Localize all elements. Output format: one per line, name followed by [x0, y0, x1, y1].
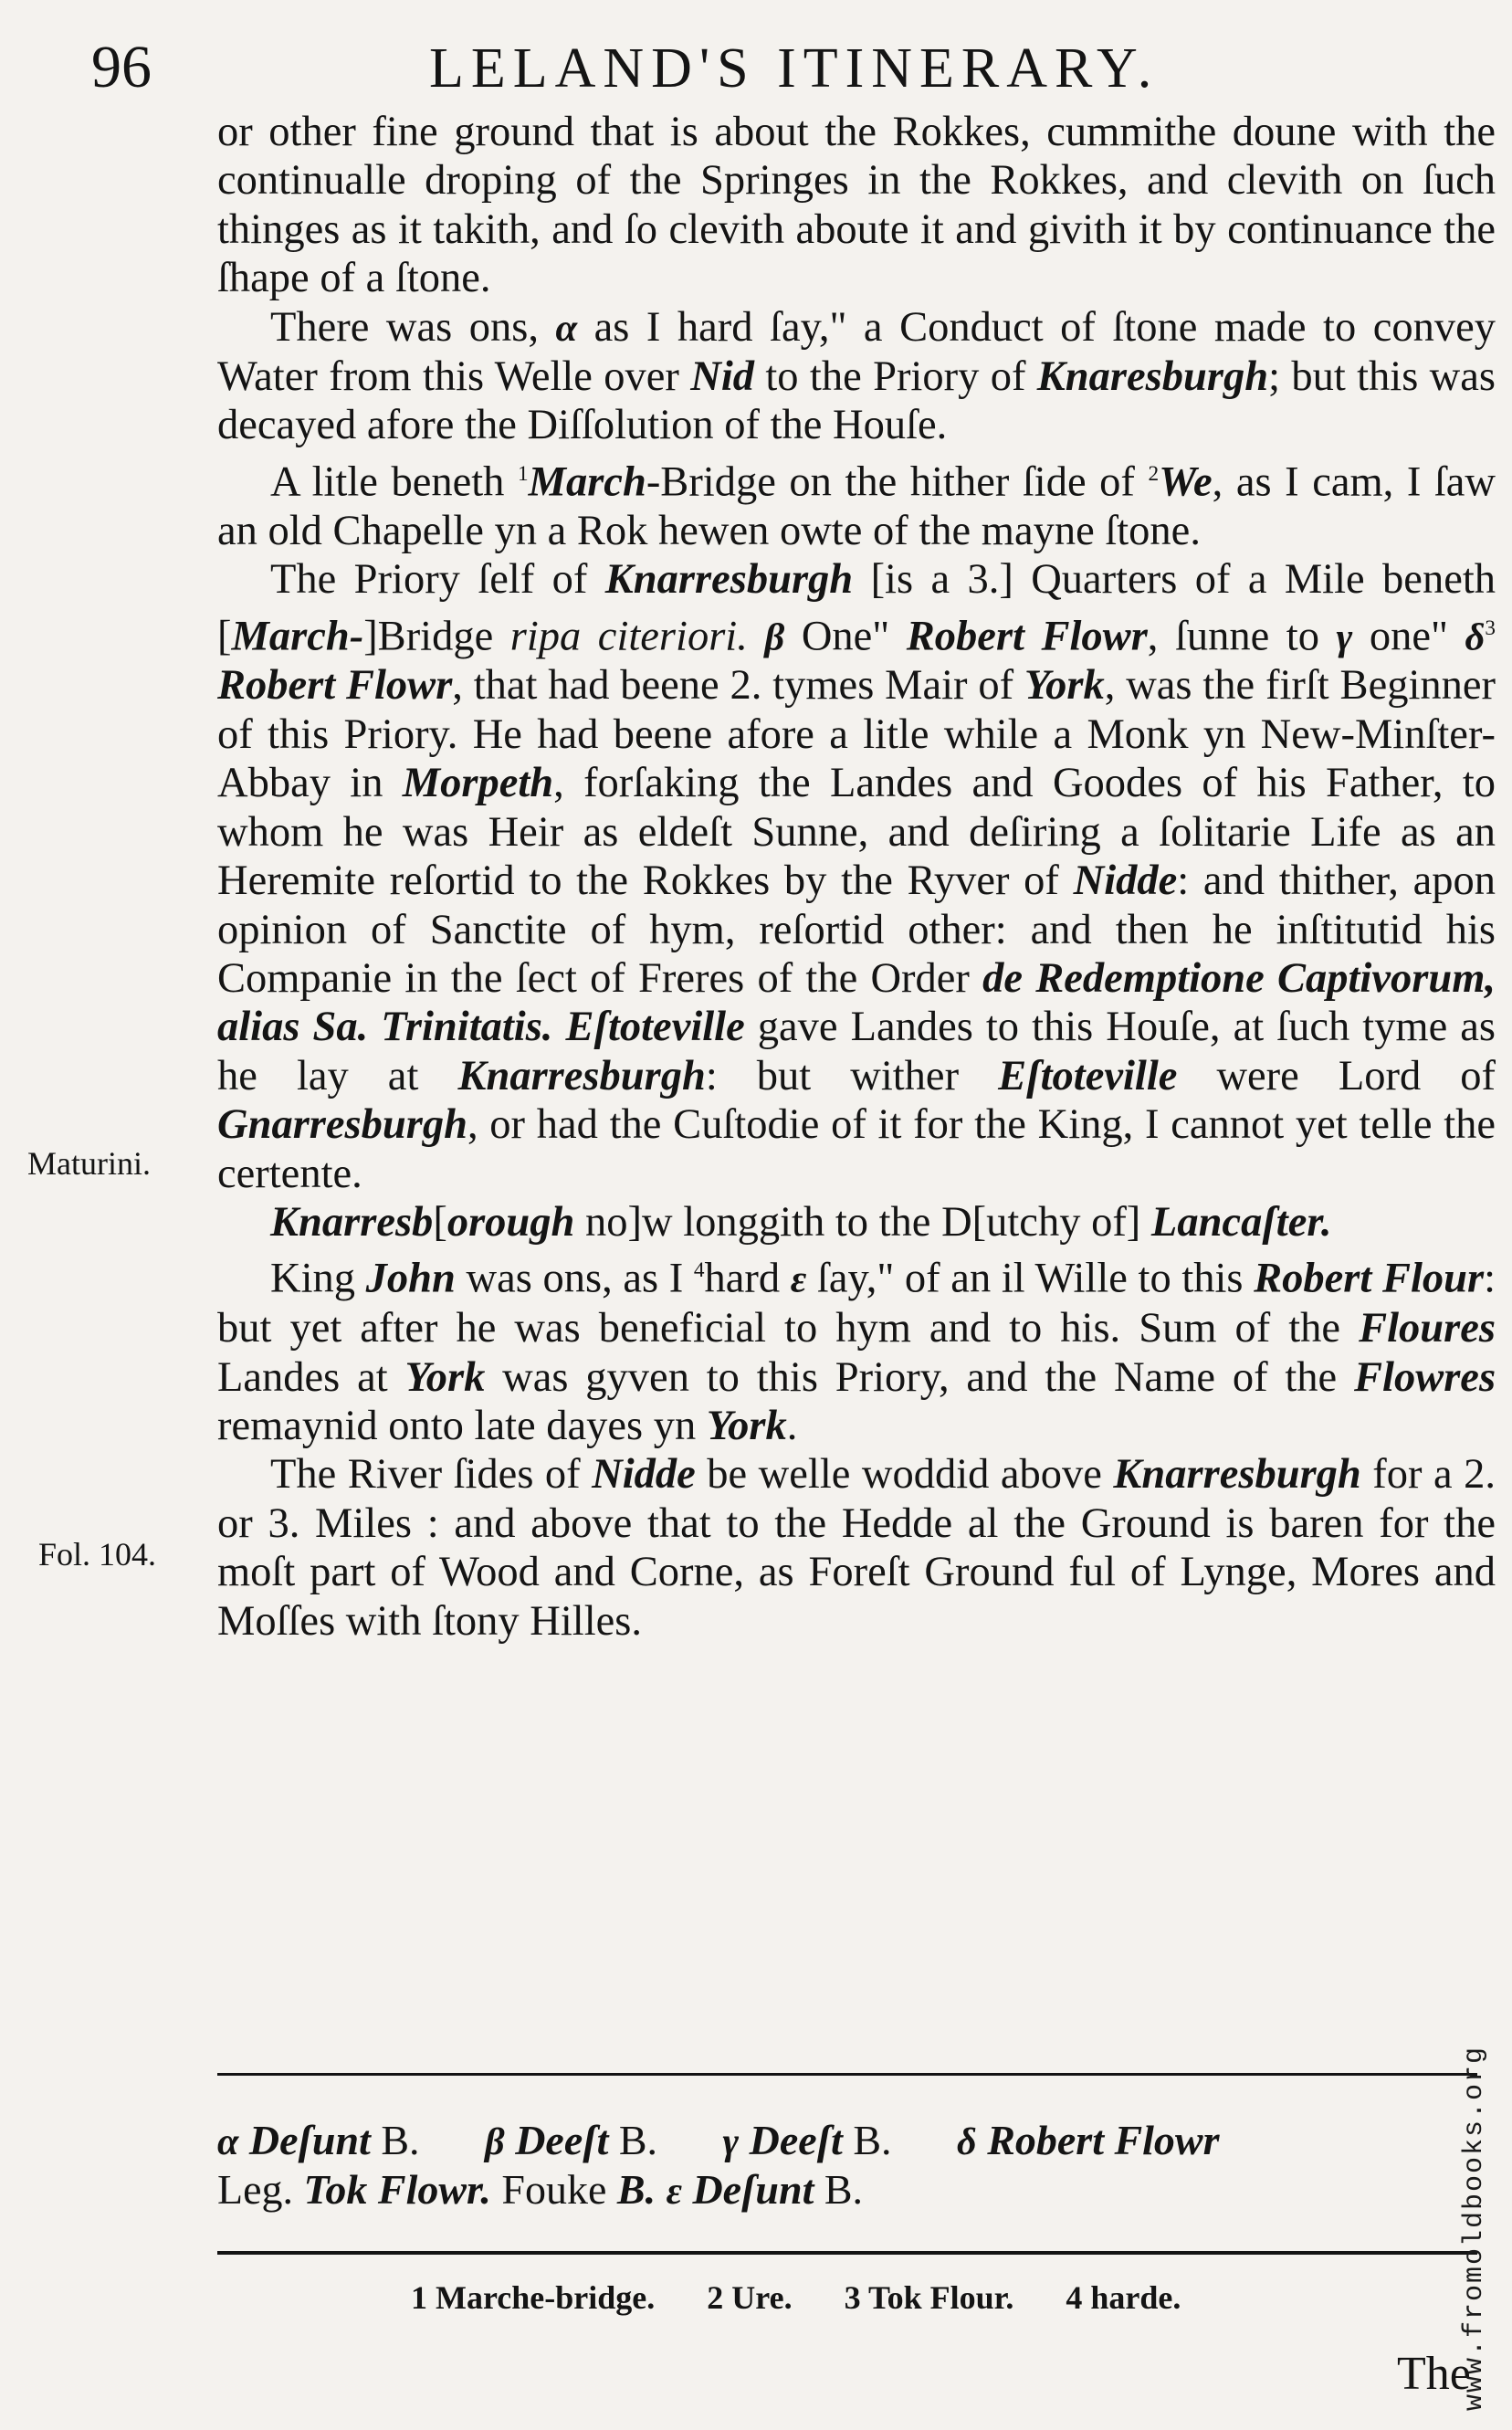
variant-word: Robert Flowr: [987, 2117, 1220, 2163]
text-run: , ſunne to: [1147, 613, 1319, 660]
footnote-4: 4 harde.: [1066, 2279, 1181, 2316]
footnote-ref: 4: [693, 1258, 705, 1283]
main-text: [217, 108, 1496, 1646]
text-run: was ons, as I: [466, 1255, 684, 1302]
text-run: The River ſides of: [270, 1451, 581, 1499]
text-run: : and thither, apon opinion of Sanctite of hym, reſortid other: and then he inſtitutid his Companie in the ſect of Freres of the Order: [217, 857, 1496, 1002]
text-run: King: [270, 1255, 355, 1302]
notes-divider: [217, 2073, 1477, 2076]
italic-name: Lancaſter.: [1150, 1198, 1332, 1246]
footnote-ref: 1: [517, 461, 529, 486]
note-mark-delta: δ: [1465, 615, 1486, 659]
italic-name: Robert Flour: [1254, 1255, 1485, 1302]
page-number: 96: [91, 34, 152, 100]
italic-name: Nid: [690, 353, 755, 401]
italic-name: orough: [446, 1198, 575, 1246]
variant-line: [217, 2117, 1482, 2166]
italic-name: Eſtoteville: [998, 1052, 1178, 1099]
variant-word: Deſunt: [692, 2166, 814, 2213]
paragraph-3: [217, 450, 1496, 555]
text-run: ]Bridge: [363, 613, 494, 660]
footnote-2: 2 Ure.: [707, 2279, 793, 2316]
text-run: Landes at: [217, 1353, 388, 1401]
note-mark-gamma: γ: [722, 2120, 740, 2163]
text-run: one": [1369, 613, 1448, 660]
footnotes-divider: [217, 2251, 1477, 2255]
text-run: : but yet after he was beneficial to hym and to his. Sum of the: [217, 1255, 1496, 1352]
margin-note-folio: Fol. 104.: [38, 1536, 157, 1573]
text-run: , was the firſt Beginner of this Priory. He had beene afore a litle while a Monk yn New-Minſter-Abbay in: [217, 662, 1496, 807]
italic-name: Floures: [1359, 1305, 1496, 1352]
text-run: remaynid onto late dayes yn: [217, 1403, 697, 1450]
italic-name: York: [706, 1403, 787, 1450]
variant-source: B.: [618, 2117, 658, 2163]
footnotes: [411, 2278, 1224, 2317]
text-run: ſay," of an il Wille to this: [816, 1255, 1244, 1302]
text-line: or other fine ground that is about the Rokkes, cummithe: [217, 109, 1217, 155]
text-run: ; but this was decayed afore the Diſſolution of the Houſe.: [217, 353, 1496, 449]
text-run: no]w longgith to the D[utchy of]: [585, 1198, 1141, 1246]
text-line: clevith aboute it and givith it by continuance the ſhape of a: [217, 205, 1496, 302]
variant-source: B.: [824, 2166, 864, 2213]
text-run: hard: [704, 1255, 781, 1302]
text-run: One": [801, 613, 890, 660]
variant-source: B.: [381, 2117, 420, 2163]
italic-name: March-: [231, 613, 364, 660]
note-mark-alpha: α: [555, 306, 578, 350]
text-run: as I hard ſay," a Conduct of ſtone made to convey Water from this Welle over: [217, 303, 1496, 401]
note-mark-epsilon: ε: [666, 2170, 682, 2213]
footnote-ref: 3: [1485, 615, 1496, 640]
text-run: : but wither: [705, 1052, 960, 1099]
italic-name: Knarresburgh: [457, 1052, 706, 1099]
text-run: be welle woddid above: [707, 1451, 1102, 1499]
text-run: There was ons,: [270, 303, 539, 351]
variant-word: Fouke: [501, 2166, 607, 2213]
watermark: www.fromoldbooks.org: [1459, 2045, 1490, 2411]
note-mark-beta: β: [764, 615, 785, 659]
running-title: LELAND'S ITINERARY.: [429, 37, 1160, 100]
text-run: , or had the Cuſtodie of it for the King, I cannot yet telle the certente.: [217, 1101, 1496, 1197]
variant-word: Leg.: [217, 2166, 294, 2213]
variant-word: Deſunt: [248, 2117, 371, 2163]
paragraph-7: [217, 1450, 1496, 1646]
paragraph-6: [217, 1247, 1496, 1450]
italic-name: Knarresburgh: [604, 556, 854, 604]
italic-name: Knaresburgh: [1036, 353, 1269, 401]
text-run: [: [433, 1198, 447, 1246]
catchword: The: [1397, 2348, 1471, 2400]
footnote-ref: 2: [1148, 461, 1160, 486]
variant-word: Deeſt: [749, 2117, 843, 2163]
text-line: Rokkes, and clevith on ſuch thinges as it takith, and ſo: [217, 157, 1496, 253]
italic-name: Nidde: [592, 1451, 696, 1499]
text-run: , forſaking the Landes and Goodes of his Father, to whom he was Heir as eldeſt Sunne, and deſiring a ſolitarie Life as an Heremite reſortid to the Rokkes by the Ryver of: [217, 760, 1496, 905]
text-run: to the Priory of: [765, 353, 1026, 401]
variant-source: B.: [616, 2166, 656, 2213]
text-run: , that had beene 2. tymes Mair of: [452, 662, 1014, 710]
footnote-3: 3 Tok Flour.: [844, 2279, 1014, 2316]
italic-phrase: de Redemptione Captivorum, alias Sa. Trinitatis.: [217, 954, 1496, 1051]
paragraph-5: [217, 1198, 1496, 1247]
italic-name: March: [528, 458, 646, 506]
text-run: -Bridge on the hither ſide of: [646, 458, 1135, 506]
variant-source: B.: [853, 2117, 892, 2163]
italic-name: Robert Flowr: [217, 662, 453, 710]
text-line: ſtone.: [394, 255, 491, 302]
italic-name: Morpeth: [402, 760, 554, 807]
footnote-1: 1 Marche-bridge.: [411, 2279, 656, 2316]
italic-name: Gnarresburgh: [217, 1101, 467, 1149]
text-run: for a 2. or 3. Miles : and above that to the Hedde al the Ground is baren for the moſt part of Wood and Corne, as Foreſt Ground ful of Lynge, Mores and Moſſes with ſtony Hilles.: [217, 1451, 1496, 1645]
italic-name: Nidde: [1073, 857, 1178, 905]
text-run: A litle beneth: [270, 458, 505, 506]
page-header: [0, 16, 1512, 117]
italic-phrase: ripa citeriori.: [509, 613, 748, 660]
text-run: [is a 3.] Quarters of a Mile beneth [: [217, 556, 1496, 660]
text-line: doune with the continualle droping of the Springes in the: [217, 109, 1496, 205]
text-run: gave Landes to this Houſe, at ſuch tyme as he lay at: [217, 1004, 1496, 1099]
variant-word: Tok Flowr.: [303, 2166, 491, 2213]
margin-note-maturini: Maturini.: [27, 1145, 151, 1182]
paragraph-2: [217, 303, 1496, 450]
italic-name: Flowres: [1354, 1353, 1496, 1401]
text-run: .: [786, 1403, 798, 1450]
text-run: were Lord of: [1216, 1052, 1496, 1099]
variant-notes: [217, 2117, 1482, 2215]
note-mark-epsilon: ε: [790, 1257, 807, 1301]
italic-name: York: [1024, 662, 1105, 710]
italic-name: Robert Flowr: [906, 613, 1148, 660]
text-run: was gyven to this Priory, and the Name of the: [502, 1353, 1338, 1401]
note-mark-gamma: γ: [1336, 615, 1353, 659]
variant-line: [217, 2166, 1482, 2215]
note-mark-alpha: α: [217, 2120, 239, 2163]
text-run: The Priory ſelf of: [270, 556, 588, 604]
paragraph-1: [217, 108, 1496, 303]
italic-name: We: [1159, 458, 1213, 506]
paragraph-4: [217, 555, 1496, 1198]
variant-word: Deeſt: [515, 2117, 609, 2163]
italic-name: Eſtoteville: [565, 1004, 745, 1051]
note-mark-delta: δ: [957, 2120, 977, 2163]
italic-name: John: [365, 1255, 456, 1302]
italic-name: York: [404, 1353, 486, 1401]
text-run: , as I cam, I ſaw an old Chapelle yn a Rok hewen owte of the mayne ſtone.: [217, 458, 1496, 554]
italic-name: Knarresb: [270, 1198, 434, 1246]
note-mark-beta: β: [485, 2120, 505, 2163]
italic-name: Knarresburgh: [1113, 1451, 1361, 1499]
